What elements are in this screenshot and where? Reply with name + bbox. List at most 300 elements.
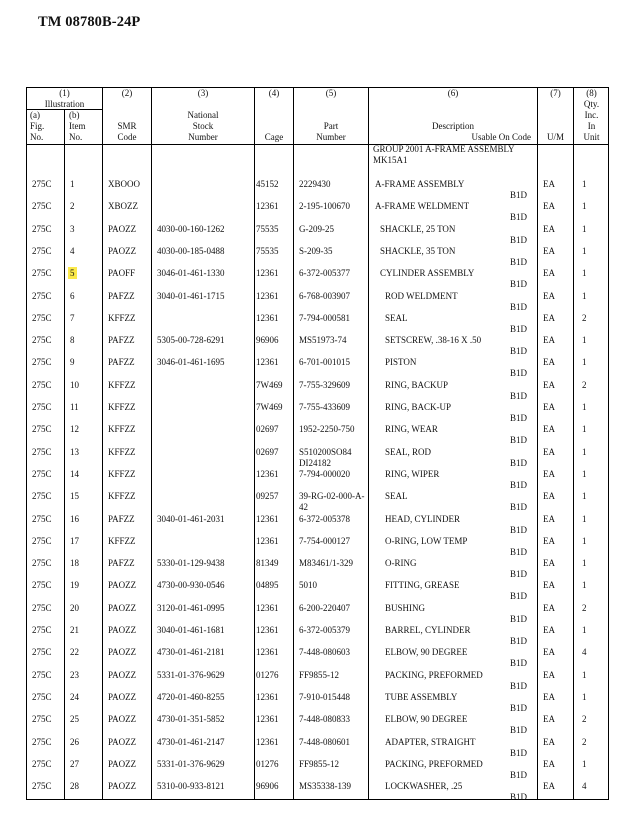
cell-item-text: 12 [70, 424, 79, 435]
cell-part-text: 7-448-080603 [299, 647, 350, 658]
cell-description: PISTON [385, 357, 417, 368]
header-um-label: U/M [546, 132, 564, 142]
cell-nsn-text: 3040-01-461-1715 [157, 290, 225, 301]
cell-qty-text: 1 [582, 446, 587, 457]
cell-nsn [157, 357, 225, 368]
cell-smr-text: KFFZZ [108, 379, 136, 390]
cell-cage [256, 380, 283, 391]
cell-smr-text: PAOZZ [108, 736, 137, 747]
cell-usable-on-code: B1D [510, 546, 528, 557]
header-part-number [294, 88, 368, 143]
cell-um-text: EA [543, 446, 555, 457]
cell-item [70, 737, 79, 748]
parts-list-table [26, 87, 609, 803]
cell-fig-text: 275C [32, 669, 52, 680]
cell-smr-text: KFFZZ [108, 446, 136, 457]
cell-nsn [157, 647, 225, 658]
cell-usable-on-code: B1D [510, 368, 528, 379]
cell-fig-text: 275C [32, 580, 52, 591]
cell-item [70, 580, 79, 591]
cell-fig-text: 275C [32, 468, 52, 479]
cell-nsn [157, 759, 225, 770]
header-fig-no-line2: No. [30, 132, 44, 142]
cell-fig [32, 291, 52, 302]
cell-qty [582, 603, 587, 614]
cell-item-text: 24 [70, 691, 79, 702]
header-qty [574, 88, 609, 143]
cell-part [299, 536, 365, 547]
cell-um-text: EA [543, 736, 555, 747]
cell-usable-on-code: B1D [510, 524, 528, 535]
cell-cage [256, 246, 279, 257]
cell-description: LOCKWASHER, .25 [385, 781, 463, 792]
cell-cage-text: 12361 [256, 691, 279, 702]
cell-smr-text: KFFZZ [108, 535, 136, 546]
cell-description: RING, BACKUP [385, 379, 449, 390]
cell-fig [32, 469, 52, 480]
cell-fig [32, 268, 52, 279]
cell-fig-text: 275C [32, 513, 52, 524]
cell-usable-on-code: B1D [510, 212, 528, 223]
cell-part-text: 7-755-329609 [299, 379, 350, 390]
cell-fig-text: 275C [32, 558, 52, 569]
cell-smr [108, 424, 136, 435]
cell-cage [256, 670, 279, 681]
cell-fig-text: 275C [32, 758, 52, 769]
cell-qty [582, 424, 587, 435]
cell-nsn [157, 714, 225, 725]
cell-item [70, 380, 79, 391]
cell-cage-text: 75535 [256, 245, 279, 256]
cell-item [70, 246, 75, 257]
cell-part [299, 603, 365, 614]
cell-description: RING, WIPER [385, 468, 440, 479]
cell-smr [108, 647, 136, 658]
cell-qty-text: 1 [582, 468, 587, 479]
cell-qty-text: 1 [582, 290, 587, 301]
cell-item [70, 268, 77, 279]
cell-item-text: 14 [70, 468, 79, 479]
header-qty-line1: Qty. [583, 99, 600, 109]
cell-item-text: 21 [70, 625, 79, 635]
cell-nsn [157, 625, 225, 636]
cell-qty-text: 2 [582, 602, 587, 613]
cell-smr-text: PAOZZ [108, 647, 137, 658]
cell-qty [582, 447, 587, 458]
cell-fig [32, 647, 52, 658]
cell-smr [108, 201, 138, 212]
cell-um [543, 469, 555, 480]
cell-um-text: EA [543, 691, 555, 702]
cell-item-text: 20 [70, 602, 79, 613]
cell-um-text: EA [543, 647, 555, 658]
cell-um [543, 536, 555, 547]
cell-fig-text: 275C [32, 446, 52, 457]
header-item-no [69, 110, 101, 143]
cell-item-text: 17 [70, 535, 79, 546]
cell-nsn [157, 268, 225, 279]
cell-usable-on-code: B1D [510, 190, 528, 200]
cell-usable-on-code: B1D [510, 613, 528, 624]
cell-item [70, 670, 79, 681]
cell-cage-text: 01276 [256, 669, 279, 680]
cell-cage-text: 12361 [256, 357, 279, 368]
cell-um-text: EA [543, 580, 555, 591]
cell-cage [256, 647, 279, 658]
cell-fig [32, 224, 52, 235]
cell-item-text: 13 [70, 446, 79, 457]
cell-fig [32, 313, 52, 324]
cell-um [543, 647, 555, 658]
cell-um-text: EA [543, 491, 555, 502]
header-cage-num: (4) [268, 88, 280, 98]
cell-fig [32, 424, 52, 435]
cell-item [70, 201, 75, 212]
cell-um [543, 402, 555, 413]
cell-um [543, 692, 555, 703]
cell-smr [108, 603, 136, 614]
cell-um-text: EA [543, 781, 555, 792]
cell-part [299, 692, 365, 703]
cell-fig-text: 275C [32, 379, 52, 390]
cell-um [543, 781, 555, 792]
cell-qty-text: 2 [582, 736, 587, 747]
cell-smr [108, 179, 140, 190]
cell-part-text: 6-768-003907 [299, 290, 350, 301]
cell-qty-text: 1 [582, 625, 587, 635]
cell-item [70, 313, 75, 324]
cell-description: SEAL, ROD [385, 446, 432, 457]
cell-item-text: 15 [70, 491, 79, 502]
cell-qty [582, 291, 587, 302]
header-fig-no [30, 110, 62, 143]
cell-nsn-text: 3046-01-461-1695 [157, 357, 225, 368]
cell-um-text: EA [543, 625, 555, 635]
cell-nsn-text: 5331-01-376-9629 [157, 669, 225, 680]
header-nsn-line2: Stock [192, 121, 214, 131]
cell-um-text: EA [543, 513, 555, 524]
cell-cage [256, 759, 279, 770]
cell-qty [582, 759, 587, 770]
cell-item [70, 759, 79, 770]
cell-description: ROD WELDMENT [385, 290, 458, 301]
cell-nsn-text: 3046-01-461-1330 [157, 268, 225, 279]
cell-qty-text: 1 [582, 335, 587, 346]
header-part-line1: Part [323, 121, 339, 131]
cell-part [299, 491, 365, 513]
header-um-num: (7) [550, 88, 561, 98]
cell-fig [32, 335, 52, 346]
cell-part [299, 313, 365, 324]
cell-fig [32, 201, 52, 212]
header-qty-line2: Inc. [584, 110, 599, 120]
cell-usable-on-code: B1D [510, 435, 528, 446]
cell-smr [108, 335, 135, 346]
cell-part-text: 7-755-433609 [299, 402, 350, 412]
cell-fig-text: 275C [32, 625, 52, 635]
cell-usable-on-code: B1D [510, 346, 528, 357]
cell-cage [256, 603, 279, 614]
cell-um-text: EA [543, 201, 555, 212]
cell-qty-text: 1 [582, 245, 587, 256]
cell-part-text: S-209-35 [299, 245, 333, 256]
cell-qty-text: 1 [582, 491, 587, 502]
cell-description: BUSHING [385, 602, 426, 613]
cell-fig [32, 491, 52, 502]
cell-part-text: 7-754-000127 [299, 535, 350, 546]
cell-qty [582, 491, 587, 502]
cell-item [70, 491, 79, 502]
cell-item-text: 16 [70, 513, 79, 524]
cell-um-text: EA [543, 357, 555, 368]
cell-nsn-text: 4720-01-460-8255 [157, 691, 225, 702]
cell-qty [582, 201, 587, 212]
cell-item-text: 4 [70, 245, 75, 256]
cell-part-text: 6-372-005379 [299, 625, 350, 635]
cell-nsn-text: 5310-00-933-8121 [157, 781, 225, 792]
cell-nsn-text: 3040-01-461-2031 [157, 513, 225, 524]
cell-item-text: 1 [70, 179, 75, 189]
cell-description: SETSCREW, .38-16 X .50 [385, 335, 482, 346]
cell-um [543, 179, 555, 190]
cell-cage [256, 179, 279, 190]
cell-um [543, 558, 555, 569]
cell-cage-text: 12361 [256, 290, 279, 301]
cell-fig [32, 781, 52, 792]
cell-item-text: 7 [70, 312, 75, 323]
divider-fig-item [64, 109, 65, 800]
cell-qty-text: 1 [582, 268, 587, 279]
cell-description: SEAL [385, 491, 408, 502]
cell-part-text: 6-372-005378 [299, 513, 350, 524]
cell-cage [256, 335, 279, 346]
cell-usable-on-code: B1D [510, 256, 528, 267]
cell-um-text: EA [543, 379, 555, 390]
document-title: TM 08780B-24P [38, 14, 141, 30]
cell-part [299, 201, 365, 212]
cell-part [299, 246, 365, 257]
cell-item [70, 179, 75, 190]
cell-smr-text: KFFZZ [108, 424, 136, 435]
cell-cage [256, 514, 279, 525]
cell-nsn [157, 224, 225, 235]
header-um [538, 88, 573, 143]
cell-usable-on-code: B1D [510, 390, 528, 401]
cell-cage-text: 96906 [256, 781, 279, 792]
divider-cage-part [293, 87, 294, 800]
cell-part [299, 335, 365, 346]
cell-part-text: 7-794-000020 [299, 468, 350, 479]
cell-smr-text: XBOOO [108, 179, 141, 189]
cell-qty [582, 580, 587, 591]
cell-smr [108, 514, 135, 525]
header-nsn-num: (3) [197, 88, 209, 98]
cell-usable-on-code: B1D [510, 769, 528, 780]
cell-part [299, 424, 365, 435]
cell-um [543, 313, 555, 324]
cell-description: PACKING, PREFORMED [385, 669, 483, 680]
cell-usable-on-code: B1D [510, 636, 528, 646]
cell-item [70, 692, 79, 703]
cell-smr-text: PAFZZ [108, 290, 135, 301]
cell-cage [256, 469, 279, 480]
cell-qty [582, 558, 587, 569]
cell-item [70, 514, 79, 525]
cell-smr [108, 536, 136, 547]
cell-description: PACKING, PREFORMED [385, 758, 483, 769]
cell-usable-on-code: B1D [510, 323, 528, 334]
cell-part-text: 6-372-005377 [299, 268, 350, 279]
cell-um-text: EA [543, 669, 555, 680]
cell-cage [256, 268, 279, 279]
cell-item-text: 19 [70, 580, 79, 591]
header-illustration [26, 88, 103, 110]
cell-smr-text: PAOZZ [108, 602, 137, 613]
header-qty-line4: Unit [583, 132, 600, 142]
cell-part-text: 2-195-100670 [299, 201, 350, 212]
header-illustration-number: (1) [59, 88, 70, 98]
cell-fig-text: 275C [32, 691, 52, 702]
cell-item [70, 714, 79, 725]
header-fig-no-num: (a) [30, 110, 40, 120]
cell-description: HEAD, CYLINDER [385, 513, 460, 524]
header-smr-num: (2) [121, 88, 133, 98]
cell-um-text: EA [543, 179, 555, 189]
cell-um-text: EA [543, 758, 555, 769]
cell-um [543, 357, 555, 368]
cell-fig [32, 670, 52, 681]
cell-qty-text: 1 [582, 580, 587, 591]
cell-qty-text: 1 [582, 535, 587, 546]
cell-um [543, 625, 555, 636]
cell-um-text: EA [543, 268, 555, 279]
cell-item-text: 8 [70, 335, 75, 346]
cell-cage-text: 75535 [256, 223, 279, 234]
cell-item [70, 558, 79, 569]
cell-item [70, 647, 79, 658]
cell-nsn [157, 291, 225, 302]
cell-cage [256, 692, 279, 703]
cell-description: ELBOW, 90 DEGREE [385, 647, 468, 658]
cell-nsn [157, 692, 225, 703]
cell-item-text: 27 [70, 758, 79, 769]
cell-nsn-text: 5305-00-728-6291 [157, 335, 225, 346]
cell-fig-text: 275C [32, 335, 52, 346]
header-cage [255, 88, 293, 143]
cell-fig-text: 275C [32, 535, 52, 546]
cell-cage [256, 714, 279, 725]
cell-nsn-text: 4730-00-930-0546 [157, 580, 225, 591]
cell-cage-text: 04895 [256, 580, 279, 591]
cell-smr [108, 313, 136, 324]
cell-item [70, 224, 75, 235]
cell-nsn [157, 580, 225, 591]
cell-usable-on-code: B1D [510, 569, 528, 580]
cell-um [543, 335, 555, 346]
cell-cage-text: 12361 [256, 736, 279, 747]
cell-um [543, 291, 555, 302]
cell-description: CYLINDER ASSEMBLY [380, 268, 475, 279]
cell-um [543, 201, 555, 212]
cell-usable-on-code: B1D [510, 413, 528, 423]
cell-item-text: 28 [70, 781, 79, 792]
cell-part [299, 291, 365, 302]
divider-desc-um [537, 87, 538, 800]
cell-nsn [157, 781, 225, 792]
cell-qty [582, 692, 587, 703]
cell-nsn [157, 603, 225, 614]
cell-cage [256, 291, 279, 302]
cell-um-text: EA [543, 312, 555, 323]
cell-smr-text: PAOZZ [108, 245, 137, 256]
header-desc-label: Description [432, 121, 474, 131]
cell-part-text: 7-910-015448 [299, 691, 350, 702]
cell-fig-text: 275C [32, 647, 52, 658]
cell-cage-text: 12361 [256, 602, 279, 613]
cell-smr [108, 625, 136, 636]
cell-fig [32, 625, 52, 636]
cell-um-text: EA [543, 602, 555, 613]
cell-smr [108, 380, 136, 391]
cell-item [70, 603, 79, 614]
header-smr-code [103, 88, 151, 143]
divider-smr-nsn [151, 87, 152, 800]
cell-smr [108, 268, 135, 279]
cell-part [299, 224, 365, 235]
cell-um [543, 246, 555, 257]
cell-item-text: 25 [70, 714, 79, 725]
cell-smr-text: PAOZZ [108, 669, 137, 680]
cell-smr [108, 291, 135, 302]
cell-description: A-FRAME WELDMENT [375, 201, 470, 212]
cell-smr-text: KFFZZ [108, 491, 136, 502]
cell-item-text: 3 [70, 223, 75, 234]
cell-smr [108, 714, 136, 725]
cell-um [543, 514, 555, 525]
cell-smr-text: PAOZZ [108, 714, 137, 725]
cell-item [70, 335, 75, 346]
cell-usable-on-code: B1D [510, 279, 528, 290]
header-smr-line2: Code [117, 132, 137, 142]
cell-fig [32, 357, 52, 368]
cell-cage [256, 357, 279, 368]
cell-um-text: EA [543, 558, 555, 569]
cell-nsn-text: 4730-01-461-2181 [157, 647, 225, 658]
header-part-line2: Number [316, 132, 346, 142]
cell-smr [108, 469, 136, 480]
cell-cage [256, 580, 279, 591]
cell-qty-text: 1 [582, 558, 587, 569]
cell-nsn-text: 5331-01-376-9629 [157, 758, 225, 769]
cell-part [299, 580, 365, 591]
cell-cage-text: 12361 [256, 312, 279, 323]
cell-um-text: EA [543, 468, 555, 479]
cell-qty [582, 380, 587, 391]
cell-smr [108, 491, 136, 502]
cell-smr-text: PAOZZ [108, 691, 137, 702]
cell-usable-on-code: B1D [510, 702, 528, 713]
cell-usable-on-code: B1D [510, 747, 528, 758]
cell-item-text: 6 [70, 290, 75, 301]
cell-item [70, 469, 79, 480]
cell-item-text: 26 [70, 736, 79, 747]
cell-fig [32, 558, 52, 569]
cell-part-text: MS35338-139 [299, 781, 352, 792]
cell-qty-text: 2 [582, 714, 587, 725]
cell-cage [256, 625, 279, 636]
cell-cage [256, 424, 279, 435]
cell-description: ELBOW, 90 DEGREE [385, 714, 468, 725]
